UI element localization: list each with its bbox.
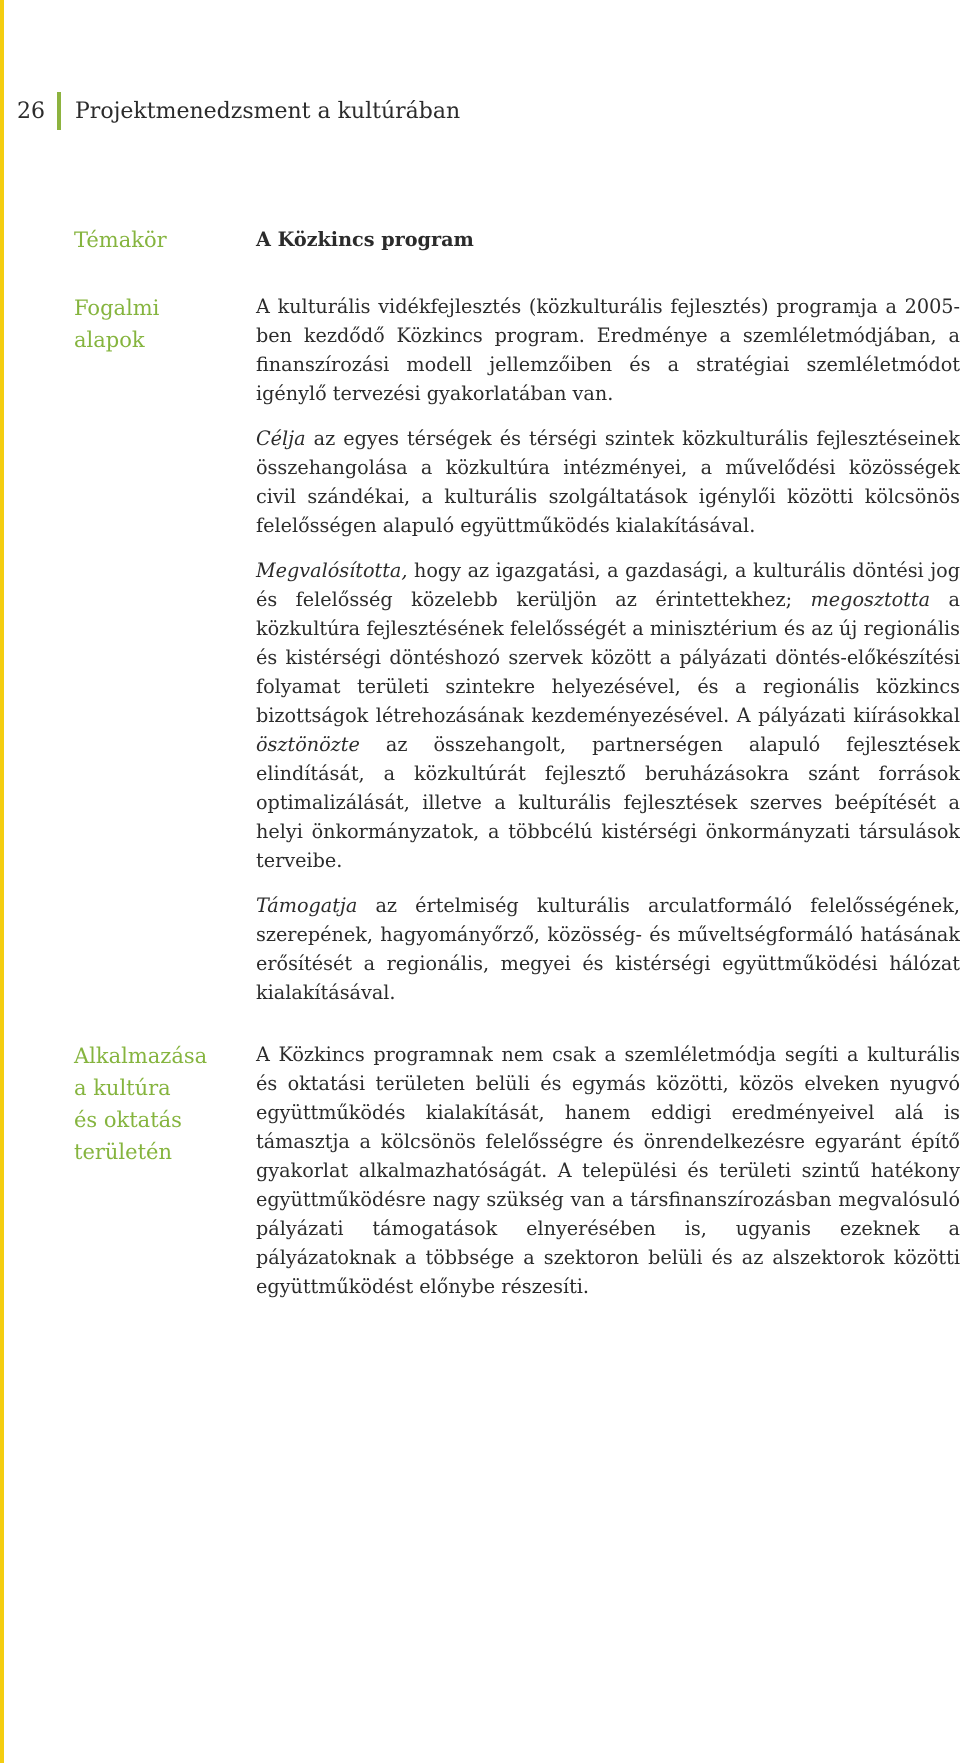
- basics-paragraph-1: A kulturális vidékfejlesztés (közkulturális fejlesztés) programja a 2005-ben kezdődő Közkincs program. Eredménye a szemléletmódjában, a finanszírozási modell jellemzőiben és a stratégiai szemléletmódot igénylő tervezési gyakorlatában van.: [256, 295, 960, 405]
- application-label-line: a kultúra: [74, 1076, 171, 1100]
- basics-label-line: Fogalmi: [74, 296, 160, 320]
- application-label-line: Alkalmazása: [74, 1044, 208, 1068]
- topic-heading: A Közkincs program: [256, 228, 474, 251]
- emphasis: Megvalósította,: [256, 559, 408, 582]
- basics-content: [256, 292, 960, 1007]
- running-header: [17, 92, 460, 130]
- basics-paragraph-2: [256, 424, 960, 540]
- basics-label-line: alapok: [74, 328, 145, 352]
- running-title: Projektmenedzsment a kultúrában: [75, 98, 461, 124]
- paragraph-text: az összehangolt, partnerségen alapuló fejlesztések elindítását, a közkultúrát fejlesztő beruházásokra szánt források optimalizálását, illetve a kulturális fejlesztések szerves beépítését a helyi önkormányzatok, a többcélú kistérségi önkormányzati társulások terveibe.: [256, 733, 960, 872]
- page-number: 26: [17, 98, 45, 124]
- basics-paragraph-3: [256, 556, 960, 875]
- emphasis: ösztönözte: [256, 733, 360, 756]
- topic-label: Témakör: [74, 228, 167, 252]
- paragraph-text: az értelmiség kulturális arculatformáló felelősségének, szerepének, hagyományőrző, közösség- és műveltségformáló hatásának erősítését a regionális, megyei és kistérségi együttműködési hálózat kialakításával.: [256, 894, 960, 1004]
- application-label-line: és oktatás: [74, 1108, 182, 1132]
- paragraph-text: a közkultúra fejlesztésének felelősségét a minisztérium és az új regionális és kistérségi döntéshozó szervek között a pályázati döntés-előkészítési folyamat területi szintekre helyezésével, és a regionális közkincs bizottságok létrehozásának kezdeményezésével. A pályázati kiírásokkal: [256, 588, 960, 727]
- application-content: [256, 1040, 960, 1301]
- topic-content: [256, 224, 960, 256]
- page-edge-bar: [0, 0, 4, 1763]
- paragraph-text: hogy az igazgatási, a gazdasági, a kulturális döntési jog és felelősség közelebb kerüljön az érintettekhez;: [256, 559, 960, 611]
- application-paragraph-1: A Közkincs programnak nem csak a szemléletmódja segíti a kulturális és oktatási területen belüli és egymás közötti, közös elveken nyugvó együttműködés kialakítását, hanem eddigi eredményeivel alá is támasztja a kölcsönös felelősségre és önrendelkezésre egyaránt építő gyakorlat alkalmazhatóságát. A települési és területi szintű hatékony együttműködésre nagy szükség van a társfinanszírozásban megvalósuló pályázati támogatások elnyerésében is, ugyanis ezeknek a pályázatoknak a többsége a szektoron belüli és az alszektorok közötti együttműködést előnybe részesíti.: [256, 1043, 960, 1298]
- application-label: [74, 1040, 244, 1168]
- header-divider: [57, 92, 61, 130]
- paragraph-text: az egyes térségek és térségi szintek közkulturális fejlesztéseinek összehangolása a közkultúra intézményei, a művelődési közösségek civil szándékai, a kulturális szolgáltatások igénylői közötti kölcsönös felelősségen alapuló együttműködés kialakításával.: [256, 427, 960, 537]
- application-label-line: területén: [74, 1140, 172, 1164]
- basics-label: [74, 292, 244, 356]
- emphasis: Célja: [256, 427, 306, 450]
- emphasis: megosztotta: [810, 588, 931, 611]
- emphasis: Támogatja: [256, 894, 358, 917]
- basics-paragraph-4: [256, 891, 960, 1007]
